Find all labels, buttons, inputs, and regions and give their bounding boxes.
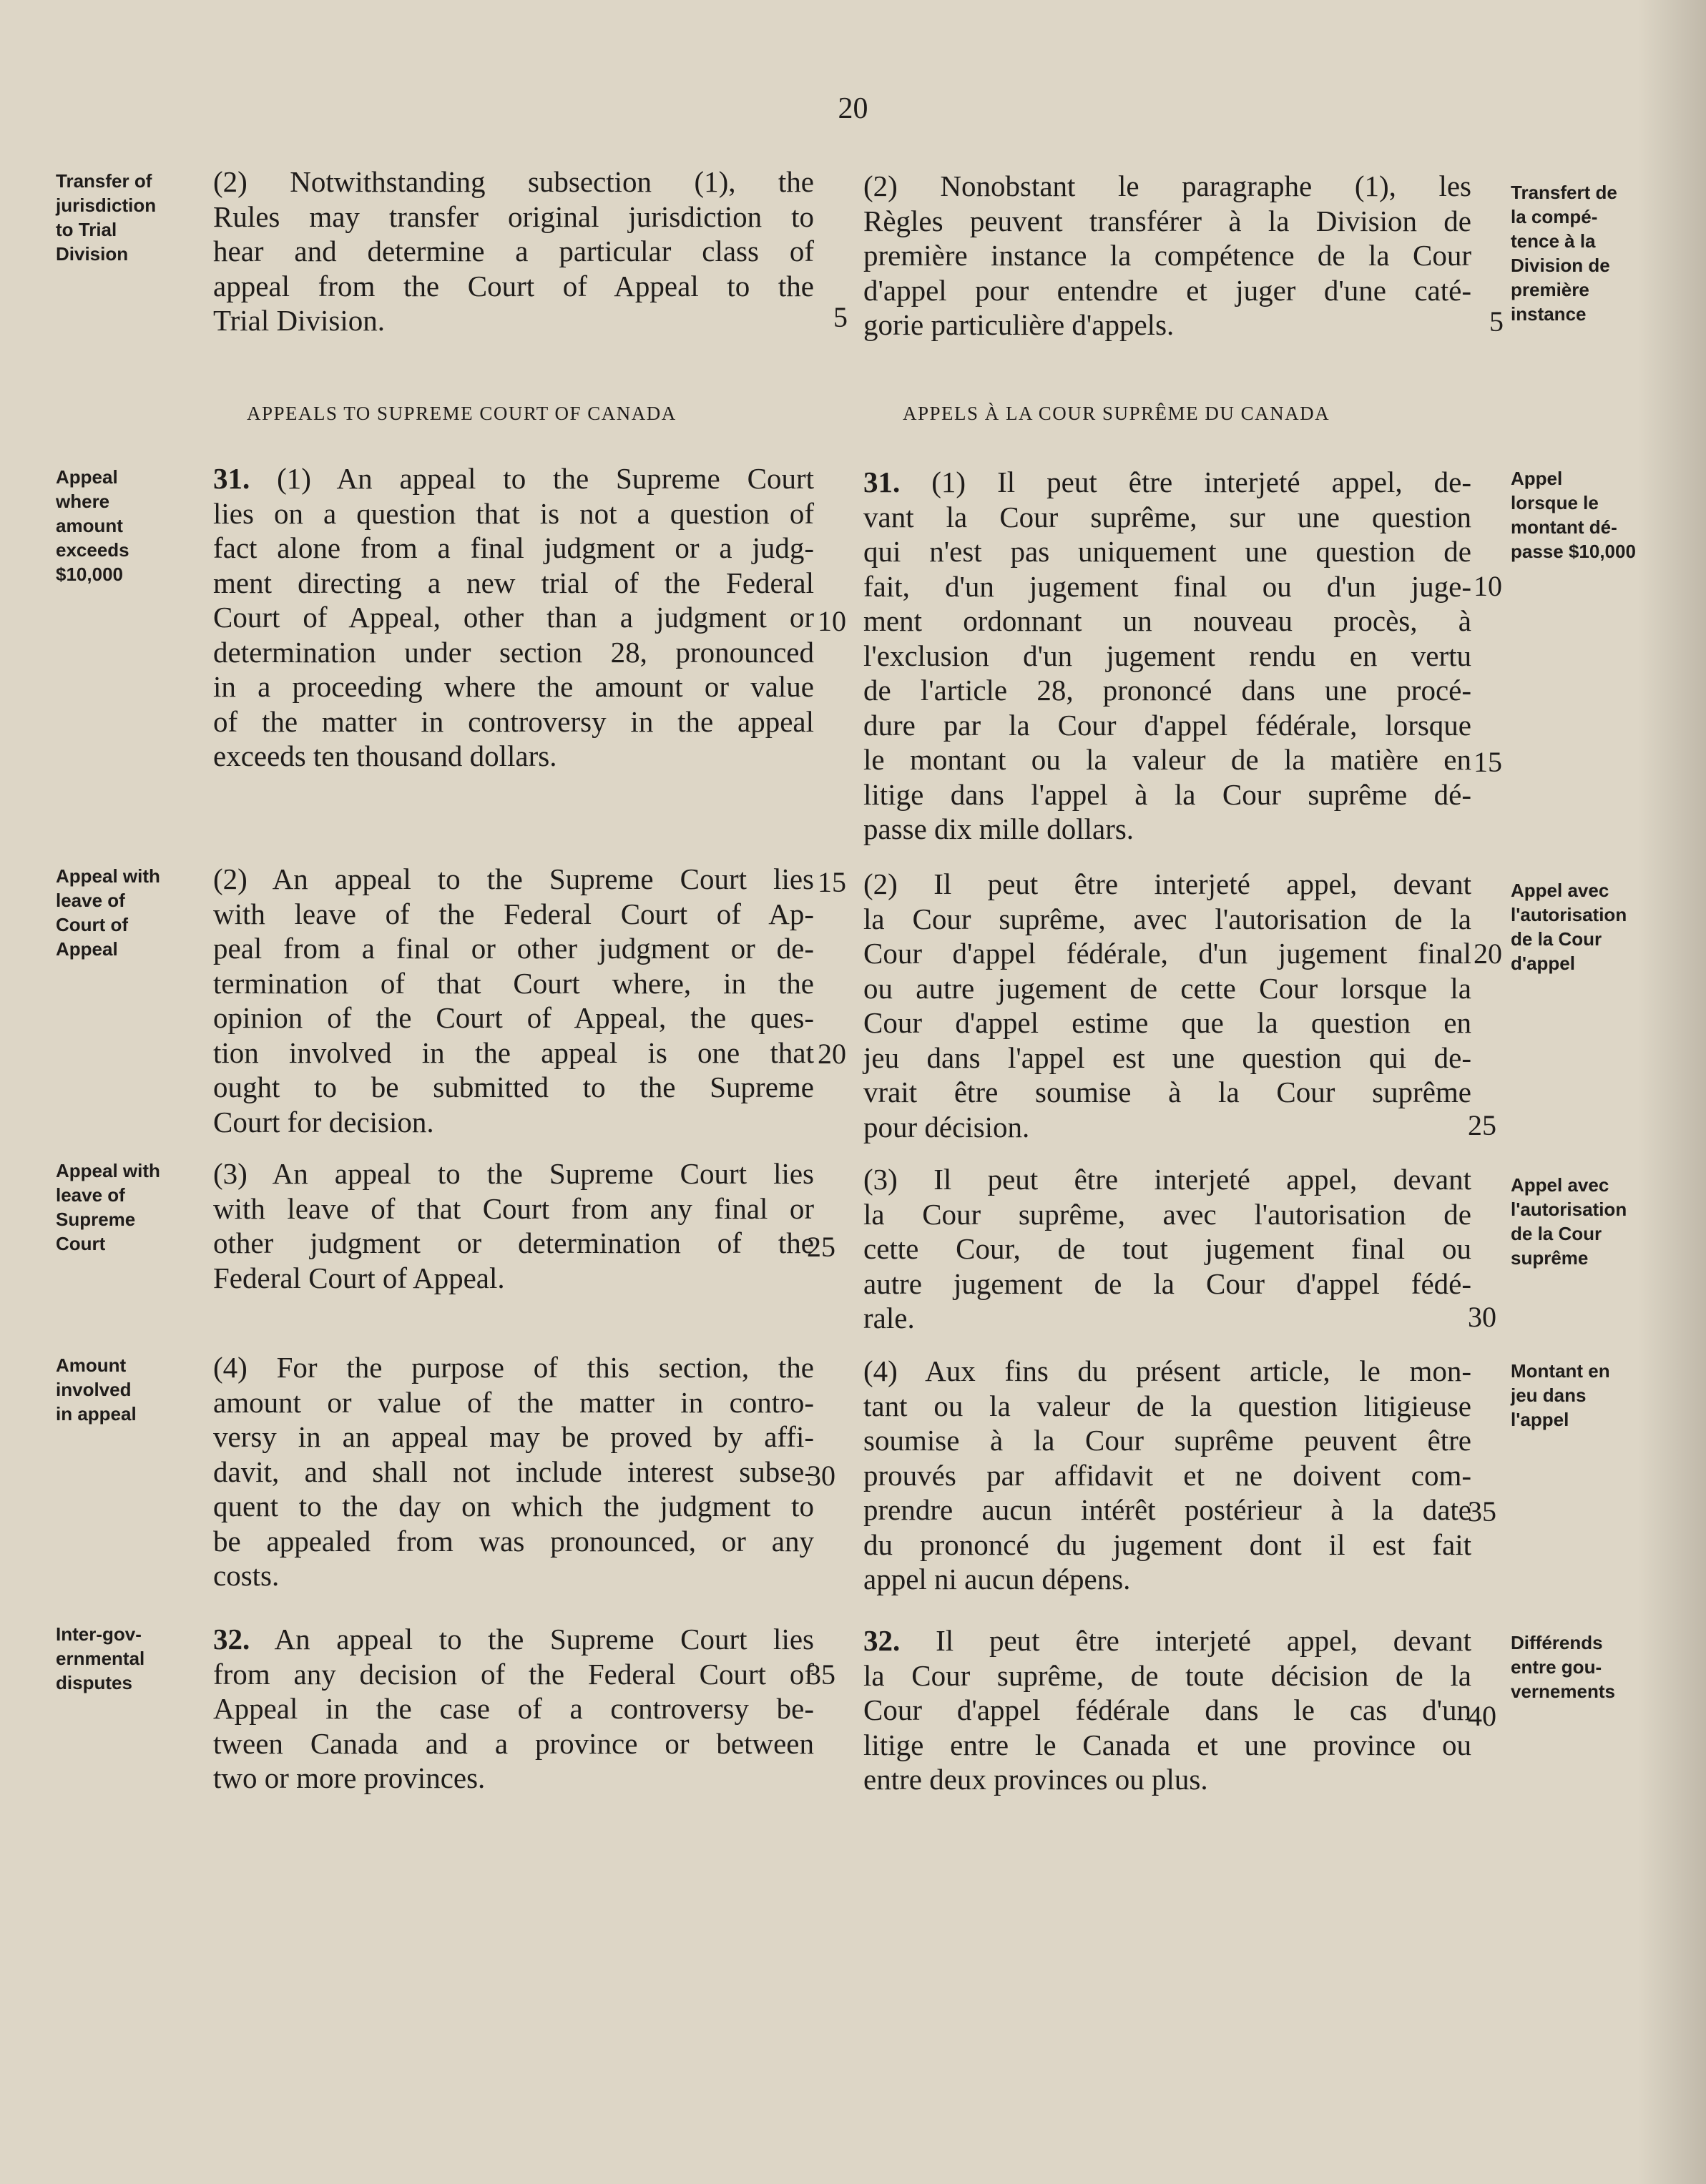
- text-line: la Cour suprême, avec l'autorisation de: [863, 1197, 1471, 1231]
- text-line: (2) Notwithstanding subsection (1), the: [213, 165, 814, 198]
- text-line: Cour d'appel fédérale, d'un jugement final: [863, 937, 1471, 970]
- en-paragraph-32: [213, 1622, 814, 1796]
- margin-note-fr-transfert: Transfert de la compé- tence à la Division de première instance: [1511, 182, 1617, 325]
- text-line: appeal from the Court of Appeal to the: [213, 269, 814, 302]
- text-line: appel ni aucun dépens.: [863, 1563, 1131, 1595]
- text-line: (4) For the purpose of this section, the: [213, 1351, 814, 1384]
- text-line: la Cour suprême, avec l'autorisation de la: [863, 902, 1471, 935]
- text-line: in a proceeding where the amount or value: [213, 670, 814, 703]
- heading-fr: APPELS À LA COUR SUPRÊME DU CANADA: [903, 403, 1330, 424]
- fr-paragraph-31-1: [863, 465, 1471, 847]
- text-line: entre deux provinces ou plus.: [863, 1763, 1208, 1796]
- text-line: determination under section 28, pronounced: [213, 635, 814, 669]
- text-line: cette Cour, de tout jugement final ou: [863, 1232, 1471, 1265]
- text-line: be appealed from was pronounced, or any: [213, 1524, 814, 1558]
- line-number: 40: [1468, 1700, 1496, 1732]
- text-line: d'appel pour entendre et juger d'une caté-: [863, 273, 1471, 307]
- en-paragraph-30-2: [213, 164, 814, 338]
- text-line: autre jugement de la Cour d'appel fédé-: [863, 1266, 1471, 1300]
- line-number: 25: [1468, 1109, 1496, 1141]
- text-line: soumise à la Cour suprême peuvent être: [863, 1424, 1471, 1457]
- text-line: opinion of the Court of Appeal, the ques-: [213, 1001, 814, 1034]
- text-line: ment ordonnant un nouveau procès, à: [863, 604, 1471, 637]
- text-line: Court of Appeal, other than a judgment or: [213, 601, 814, 634]
- text-line: Cour d'appel fédérale dans le cas d'un: [863, 1693, 1471, 1726]
- heading-en: APPEALS TO SUPREME COURT OF CANADA: [247, 403, 677, 424]
- text-line: costs.: [213, 1559, 280, 1592]
- text-line: (1) An appeal to the Supreme Court: [250, 462, 814, 495]
- text-line: (1) Il peut être interjeté appel, de-: [900, 466, 1471, 498]
- text-line: Court for decision.: [213, 1105, 434, 1138]
- text-line: fact alone from a final judgment or a judg-: [213, 531, 814, 564]
- margin-note-en-amount-involved: Amount involved in appeal: [56, 1354, 137, 1425]
- text-line: quent to the day on which the judgment to: [213, 1490, 814, 1523]
- text-line: Appeal in the case of a controversy be-: [213, 1692, 814, 1725]
- text-line: Cour d'appel estime que la question en: [863, 1006, 1471, 1039]
- text-line: pour décision.: [863, 1110, 1030, 1143]
- text-line: exceeds ten thousand dollars.: [213, 739, 557, 772]
- text-line: le montant ou la valeur de la matière en: [863, 743, 1471, 776]
- en-paragraph-31-3: [213, 1156, 814, 1295]
- line-number: 20: [818, 1038, 846, 1070]
- text-line: fait, d'un jugement final ou d'un juge-: [863, 569, 1471, 603]
- line-number: 10: [1474, 570, 1502, 602]
- text-line: hear and determine a particular class of: [213, 235, 814, 267]
- line-number: 15: [818, 866, 846, 898]
- text-line: vrait être soumise à la Cour suprême: [863, 1076, 1471, 1108]
- text-line: Federal Court of Appeal.: [213, 1261, 505, 1294]
- margin-note-fr-montant-en-jeu: Montant en jeu dans l'appel: [1511, 1360, 1610, 1430]
- line-number: 35: [807, 1658, 835, 1691]
- text-line: davit, and shall not include interest subse-: [213, 1455, 814, 1488]
- text-line: qui n'est pas uniquement une question de: [863, 535, 1471, 568]
- text-line: prendre aucun intérêt postérieur à la date: [863, 1493, 1471, 1526]
- section-number: 31.: [863, 466, 901, 498]
- text-line: l'exclusion d'un jugement rendu en vertu: [863, 639, 1471, 672]
- text-line: (2) An appeal to the Supreme Court lies: [213, 862, 814, 895]
- margin-note-en-leave-supreme-court: Appeal with leave of Supreme Court: [56, 1160, 160, 1254]
- text-line: rale.: [863, 1302, 915, 1334]
- margin-note-en-leave-court-of-appeal: Appeal with leave of Court of Appeal: [56, 865, 160, 960]
- text-line: dure par la Cour d'appel fédérale, lorsque: [863, 708, 1471, 742]
- fr-paragraph-31-4: [863, 1354, 1471, 1597]
- line-number: 5: [1489, 305, 1504, 338]
- text-line: amount or value of the matter in contro-: [213, 1385, 814, 1419]
- fr-paragraph-31-2: [863, 867, 1471, 1144]
- text-line: Règles peuvent transférer à la Division de: [863, 204, 1471, 237]
- text-line: termination of that Court where, in the: [213, 966, 814, 1000]
- text-line: tion involved in the appeal is one that: [213, 1036, 814, 1069]
- text-line: tant ou la valeur de la question litigieuse: [863, 1389, 1471, 1422]
- line-number: 10: [818, 605, 846, 637]
- text-line: tween Canada and a province or between: [213, 1726, 814, 1760]
- text-line: la Cour suprême, de toute décision de la: [863, 1658, 1471, 1692]
- text-line: ment directing a new trial of the Federal: [213, 566, 814, 599]
- text-line: (2) Il peut être interjeté appel, devant: [863, 867, 1471, 900]
- text-line: litige entre le Canada et une province ou: [863, 1728, 1471, 1761]
- text-line: gorie particulière d'appels.: [863, 308, 1175, 341]
- text-line: two or more provinces.: [213, 1761, 486, 1794]
- text-line: with leave of that Court from any final or: [213, 1191, 814, 1225]
- page-number: 20: [838, 92, 868, 125]
- en-paragraph-31-2: [213, 862, 814, 1139]
- fr-paragraph-31-3: [863, 1162, 1471, 1336]
- text-line: ou autre jugement de cette Cour lorsque la: [863, 971, 1471, 1005]
- section-number: 31.: [213, 462, 250, 495]
- text-line: Rules may transfer original jurisdiction to: [213, 200, 814, 233]
- text-line: passe dix mille dollars.: [863, 812, 1134, 845]
- line-number: 30: [1468, 1301, 1496, 1333]
- text-line: versy in an appeal may be proved by affi-: [213, 1420, 814, 1453]
- text-line: du prononcé du jugement dont il est fait: [863, 1528, 1471, 1561]
- margin-note-fr-autorisation-cour-supreme: Appel avec l'autorisation de la Cour suprême: [1511, 1174, 1627, 1269]
- text-line: (3) An appeal to the Supreme Court lies: [213, 1157, 814, 1190]
- text-line: (3) Il peut être interjeté appel, devant: [863, 1163, 1471, 1196]
- en-paragraph-31-1: [213, 461, 814, 774]
- text-line: Il peut être interjeté appel, devant: [900, 1624, 1471, 1657]
- margin-note-fr-differends: Différends entre gou- vernements: [1511, 1632, 1615, 1702]
- margin-note-en-intergovernmental: Inter-gov- ernmental disputes: [56, 1623, 145, 1693]
- text-line: vant la Cour suprême, sur une question: [863, 500, 1471, 533]
- line-number: 35: [1468, 1495, 1496, 1528]
- margin-note-fr-autorisation-cour-appel: Appel avec l'autorisation de la Cour d'appel: [1511, 880, 1627, 974]
- text-line: ought to be submitted to the Supreme: [213, 1071, 814, 1103]
- text-line: lies on a question that is not a question of: [213, 496, 814, 530]
- text-line: An appeal to the Supreme Court lies: [250, 1623, 814, 1656]
- text-line: of the matter in controversy in the appeal: [213, 704, 814, 738]
- line-number: 20: [1474, 938, 1502, 970]
- text-line: (2) Nonobstant le paragraphe (1), les: [863, 169, 1471, 202]
- line-number: 15: [1474, 746, 1502, 778]
- text-line: première instance la compétence de la Cour: [863, 239, 1471, 272]
- line-number: 5: [833, 301, 848, 333]
- text-line: de l'article 28, prononcé dans une procé-: [863, 674, 1471, 707]
- fr-paragraph-32: [863, 1623, 1471, 1797]
- text-line: with leave of the Federal Court of Ap-: [213, 897, 814, 930]
- text-line: prouvés par affidavit et ne doivent com-: [863, 1458, 1471, 1492]
- text-line: (4) Aux fins du présent article, le mon-: [863, 1354, 1471, 1387]
- text-line: other judgment or determination of the: [213, 1226, 814, 1259]
- section-number: 32.: [863, 1624, 901, 1657]
- en-paragraph-31-4: [213, 1350, 814, 1593]
- line-number: 25: [807, 1231, 835, 1263]
- text-line: peal from a final or other judgment or de-: [213, 932, 814, 965]
- fr-paragraph-30-2: [863, 169, 1471, 343]
- margin-note-en-transfer: Transfer of jurisdiction to Trial Division: [56, 170, 157, 265]
- section-number: 32.: [213, 1623, 250, 1656]
- margin-note-en-amount-exceeds: Appeal where amount exceeds $10,000: [56, 466, 129, 585]
- text-line: litige dans l'appel à la Cour suprême dé-: [863, 777, 1471, 811]
- text-line: jeu dans l'appel est une question qui de-: [863, 1041, 1471, 1074]
- margin-note-fr-montant-depasse: Appel lorsque le montant dé- passe $10,000: [1511, 468, 1636, 562]
- text-line: Trial Division.: [213, 304, 385, 337]
- text-line: from any decision of the Federal Court of: [213, 1657, 814, 1691]
- line-number: 30: [807, 1460, 835, 1492]
